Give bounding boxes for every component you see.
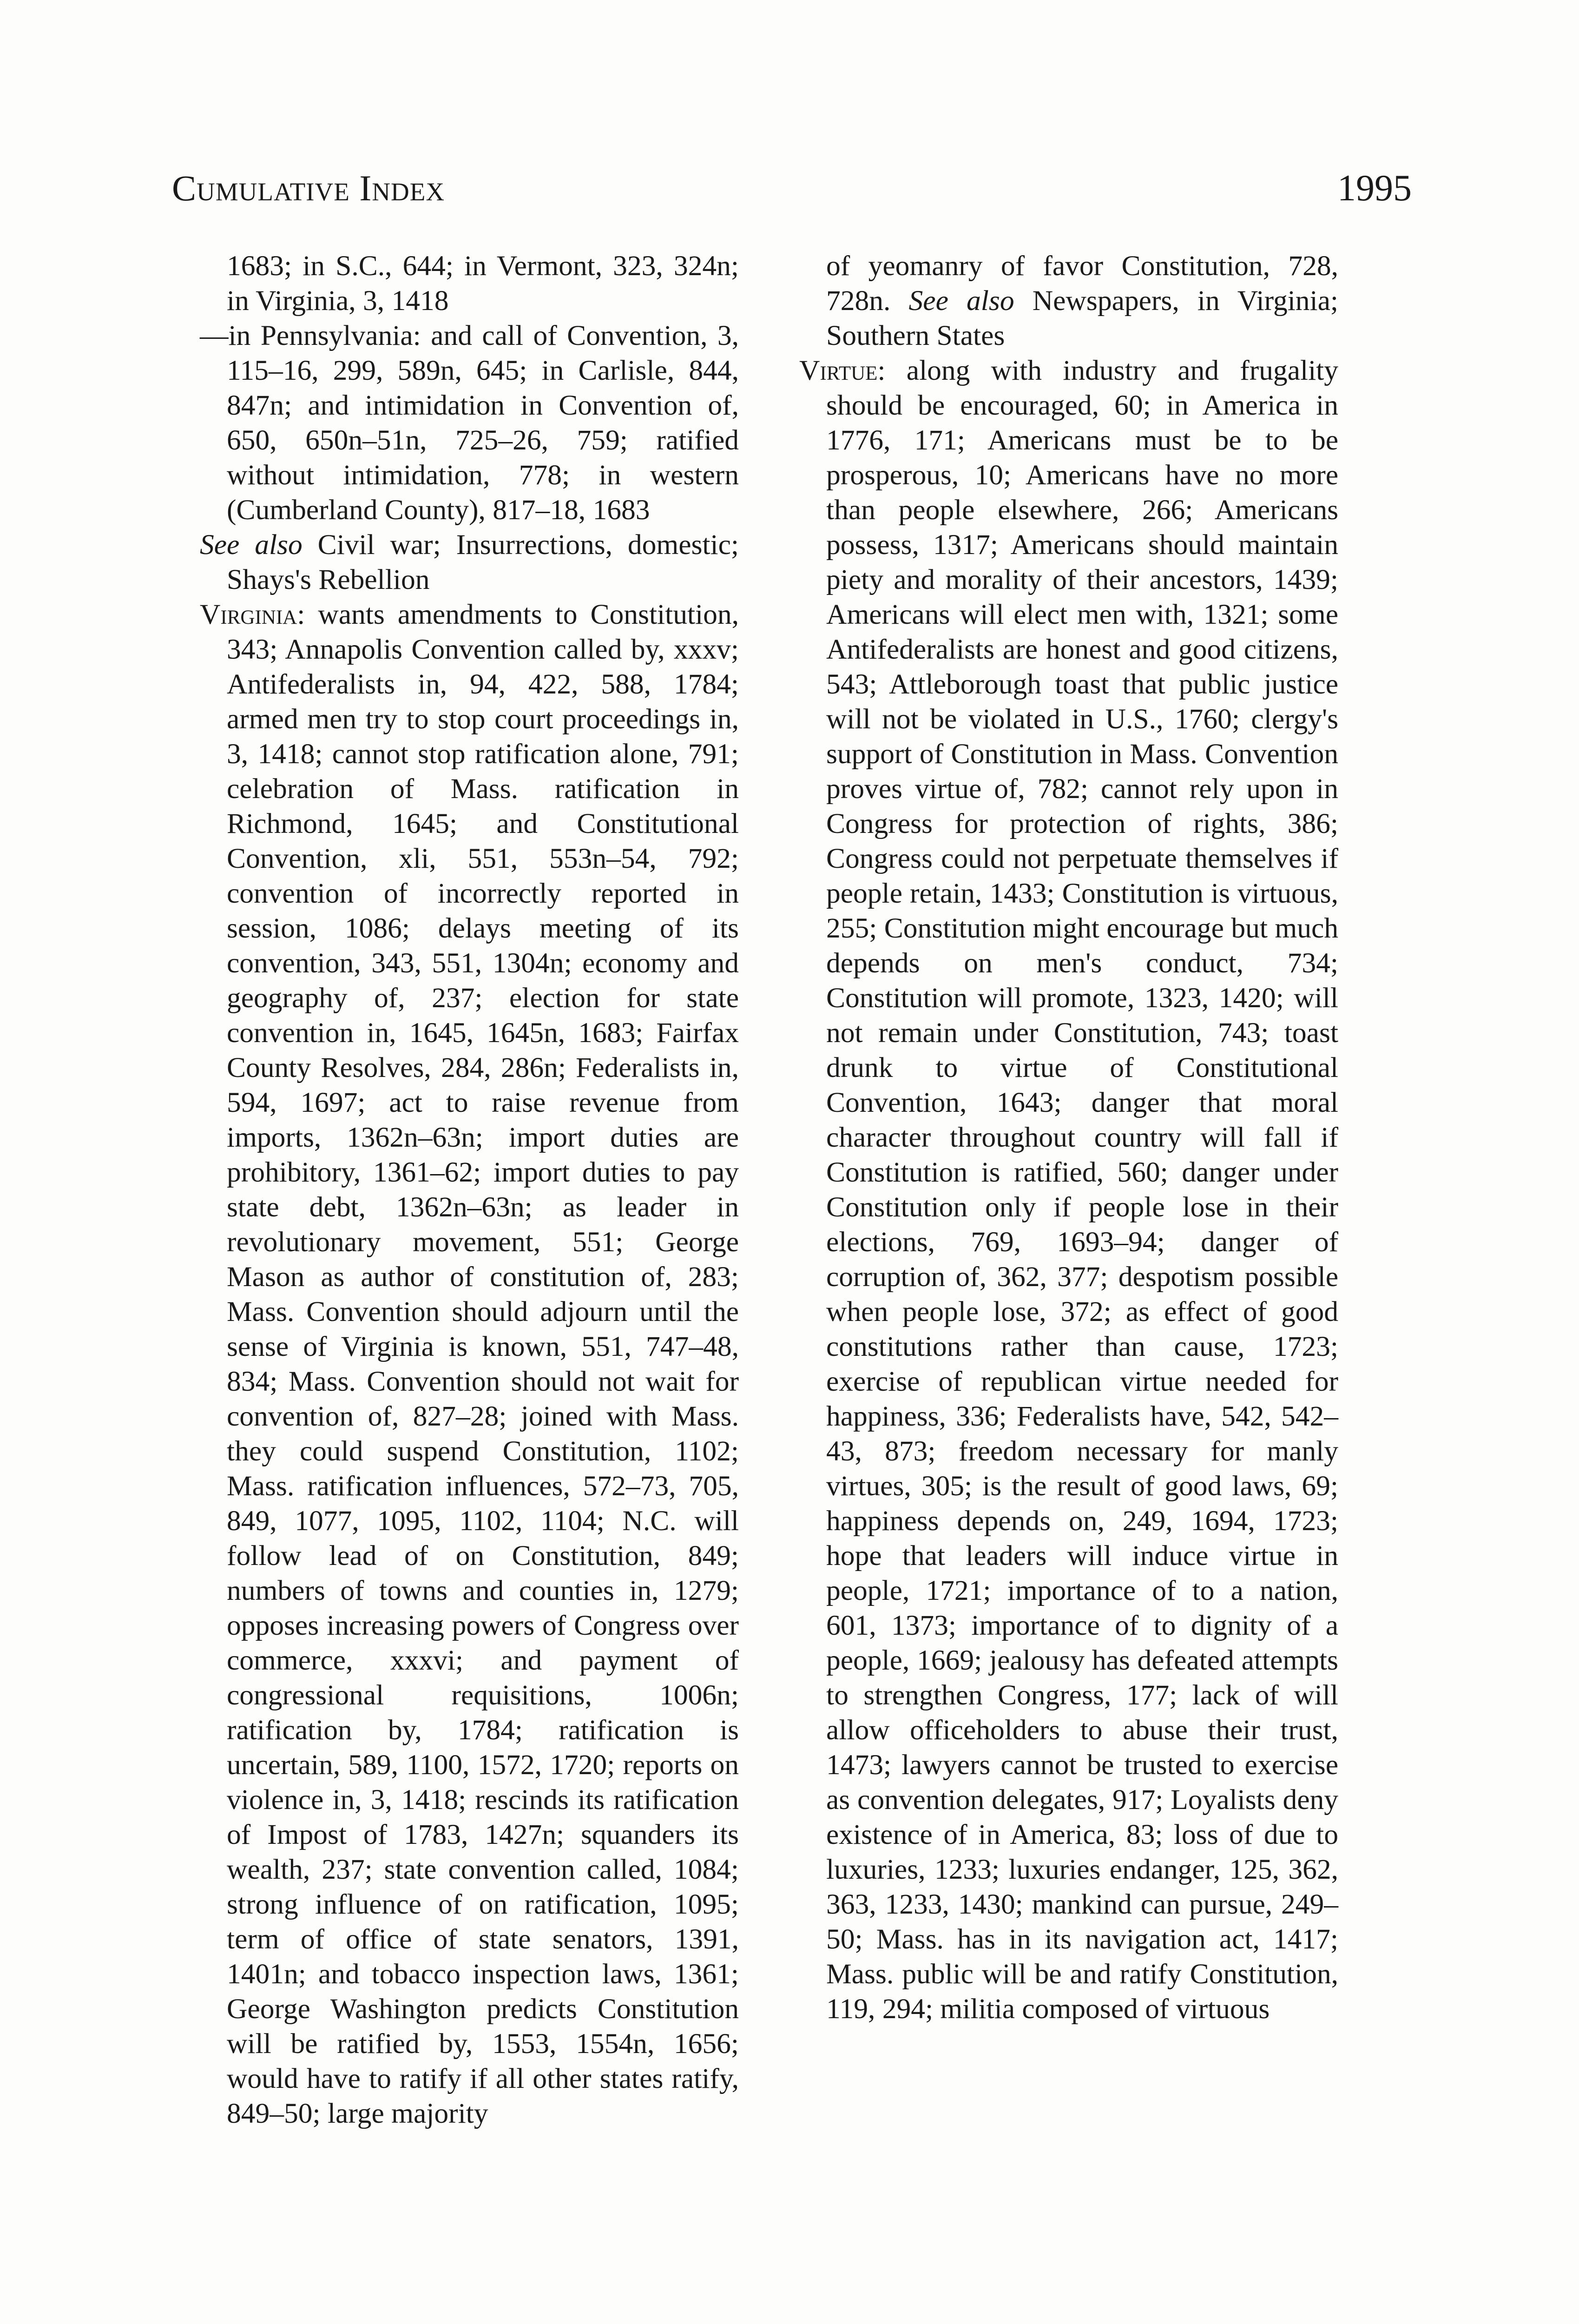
running-title: Cumulative Index bbox=[172, 168, 445, 208]
continued-entry-text bbox=[200, 249, 739, 318]
left-column bbox=[200, 249, 739, 2131]
continued-virginia-text-a: of yeomanry of favor Constitution, 728, 728n. bbox=[826, 250, 1338, 317]
index-entry-virginia bbox=[200, 597, 739, 2131]
subentry-pennsylvania bbox=[200, 318, 739, 528]
subentry-pennsylvania-body: —in Pennsylvania: and call of Convention, 3, 115–16, 299, 589n, 645; in Carlisle, 844, 847n; and intimidation in Convention of, 650, 650n–51n, 725–26, 759; ratified without intimidation, 778; in western (Cumberland County), 817–18, 1683 bbox=[200, 320, 739, 526]
entry-body-virtue: : along with industry and frugality should be encouraged, 60; in America in 1776, 171; Americans must be to be prosperous, 10; Americans have no more than people elsewhere, 266; Americans possess, 1317; Americans should maintain piety and morality of their ancestors, 1439; Americans will elect men with, 1321; some Antifederalists are honest and good citizens, 543; Attleborough toast that public justice will not be violated in U.S., 1760; clergy's support of Constitution in Mass. Convention proves virtue of, 782; cannot rely upon in Congress for protection of rights, 386; Congress could not perpetuate themselves if people retain, 1433; Constitution is virtuous, 255; Constitution might encourage but much depends on men's conduct, 734; Constitution will promote, 1323, 1420; will not remain under Constitution, 743; toast drunk to virtue of Constitutional Convention, 1643; danger that moral character throughout country will fall if Constitution is ratified, 560; danger under Constitution only if people lose in their elections, 769, 1693–94; danger of corruption of, 362, 377; despotism possible when people lose, 372; as effect of good constitutions rather than cause, 1723; exercise of republican virtue needed for happiness, 336; Federalists have, 542, 542–43, 873; freedom necessary for manly virtues, 305; is the result of good laws, 69; happiness depends on, 249, 1694, 1723; hope that leaders will induce virtue in people, 1721; importance of to a nation, 601, 1373; importance of to dignity of a people, 1669; jealousy has defeated attempts to strengthen Congress, 177; lack of will allow officeholders to abuse their trust, 1473; lawyers cannot be trusted to exercise as convention delegates, 917; Loyalists deny existence of in America, 83; loss of due to luxuries, 1233; luxuries endanger, 125, 362, 363, 1233, 1430; mankind can pursue, 249–50; Mass. has in its navigation act, 1417; Mass. public will be and ratify Constitution, 119, 294; militia composed of virtuous bbox=[826, 355, 1338, 2025]
see-also-text: Civil war; Insurrections, domestic; Shays's Rebellion bbox=[227, 529, 739, 595]
see-also-label-right: See also bbox=[908, 285, 1014, 317]
page-number: 1995 bbox=[1337, 168, 1412, 209]
see-also-entry bbox=[200, 528, 739, 597]
continued-entry-body: 1683; in S.C., 644; in Vermont, 323, 324n; in Virginia, 3, 1418 bbox=[227, 250, 739, 317]
entry-body-virginia: : wants amendments to Constitution, 343; Annapolis Convention called by, xxxv; Antifederalists in, 94, 422, 588, 1784; armed men try to stop court proceedings in, 3, 1418; cannot stop ratification alone, 791; celebration of Mass. ratification in Richmond, 1645; and Constitutional Convention, xli, 551, 553n–54, 792; convention of incorrectly reported in session, 1086; delays meeting of its convention, 343, 551, 1304n; economy and geography of, 237; election for state convention in, 1645, 1645n, 1683; Fairfax County Resolves, 284, 286n; Federalists in, 594, 1697; act to raise revenue from imports, 1362n–63n; import duties are prohibitory, 1361–62; import duties to pay state debt, 1362n–63n; as leader in revolutionary movement, 551; George Mason as author of constitution of, 283; Mass. Convention should adjourn until the sense of Virginia is known, 551, 747–48, 834; Mass. Convention should not wait for convention of, 827–28; joined with Mass. they could suspend Constitution, 1102; Mass. ratification influences, 572–73, 705, 849, 1077, 1095, 1102, 1104; N.C. will follow lead of on Constitution, 849; numbers of towns and counties in, 1279; opposes increasing powers of Congress over commerce, xxxvi; and payment of congressional requisitions, 1006n; ratification by, 1784; ratification is uncertain, 589, 1100, 1572, 1720; reports on violence in, 3, 1418; rescinds its ratification of Impost of 1783, 1427n; squanders its wealth, 237; state convention called, 1084; strong influence of on ratification, 1095; term of office of state senators, 1391, 1401n; and tobacco inspection laws, 1361; George Washington predicts Constitution will be ratified by, 1553, 1554n, 1656; would have to ratify if all other states ratify, 849–50; large majority bbox=[227, 599, 739, 2129]
running-head bbox=[167, 167, 1412, 218]
entry-heading-virtue: Virtue bbox=[799, 355, 878, 386]
continued-virginia-text-b: Newspapers, in Virginia; Southern States bbox=[826, 285, 1338, 351]
right-column bbox=[799, 249, 1338, 2027]
continued-entry-virginia bbox=[799, 249, 1338, 353]
index-entry-virtue bbox=[799, 353, 1338, 2027]
entry-heading-virginia: Virginia bbox=[200, 599, 297, 630]
see-also-label: See also bbox=[200, 529, 303, 561]
